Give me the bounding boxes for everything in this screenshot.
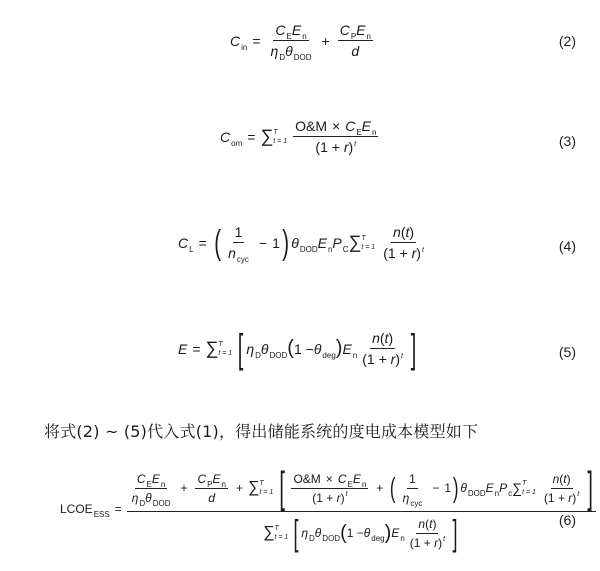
eq4-frac: $\frac{n(t)}{(1 + r)^t}$	[383, 224, 424, 261]
equation-2: $C_{in}$ = $\frac{C_EE_n}{\eta_D\theta_{DOD}}$ + $\frac{C_PE_n}{d}$	[230, 22, 371, 62]
equation-2-number: (2)	[558, 33, 576, 49]
equation-4-row	[0, 222, 600, 272]
eq3-frac: $\frac{O\&M \times C_EE_n}{(1 + r)^t}$	[295, 118, 377, 155]
equation-5-number: (5)	[558, 344, 576, 360]
equation-2-row	[0, 18, 600, 64]
equation-3-row	[0, 118, 600, 164]
eq2-frac2: $\frac{C_PE_n}{d}$	[339, 22, 371, 59]
eq2-frac1: $\frac{C_EE_n}{\eta_D\theta_{DOD}}$	[270, 22, 312, 62]
equation-4-number: (4)	[558, 238, 576, 254]
equation-3-number: (3)	[558, 133, 576, 149]
eq6-main-fraction: $\frac{C_EE_n}{\eta_D\theta_{DOD}}$ + $\frac{C_PE_n}{d}$ + ∑ T t = 1 [ $\frac{O\&M \times C_EE_n}{(1 + r)^t}$ + ( $\frac{1}{\eta_{cyc}}$ − 1 ) $\theta_{DOD}E_nP_c$ ∑ T t = 1 $\frac{n(t)}{(1 + r)^t}$ ] ∑ T t = 1 [ $\eta_D\theta_{DOD}$ ( 1 − $\theta_{deg}$ ) $E_n$ $\frac{n(t)}{(1 + r)^t}$ ]	[127, 468, 597, 550]
equation-3: $C_{om}$ = ∑ T t = 1 $\frac{O\&M \times C_EE_n}{(1 + r)^t}$	[220, 118, 377, 155]
equation-6-row	[0, 463, 600, 568]
equation-6: $LCOE_{ESS}$ = $\frac{C_EE_n}{\eta_D\theta_{DOD}}$ + $\frac{C_PE_n}{d}$ + ∑ T t = 1 [ $\frac{O\&M \times C_EE_n}{(1 + r)^t}$ + ( $\frac{1}{\eta_{cyc}}$ − 1 ) $\theta_{DOD}E_nP_c$ ∑ T t = 1 $\frac{n(t)}{(1 + r)^t}$ ] ∑ T t = 1 [ $\eta_D\theta_{DOD}$ ( 1 − $\theta_{deg}$ ) $E_n$ $\frac{n(t)}{(1 + r)^t}$ ]	[60, 468, 596, 550]
equation-5: E = ∑ T t = 1 [ $\eta_D\theta_{DOD}$ ( 1 − $\theta_{deg}$ ) $E_n$ $\frac{n(t)}{(1 + r)^t}$ ]	[178, 326, 417, 371]
equation-4: $C_L$ = ( $\frac{1}{n_{cyc}}$ − 1 ) $\theta_{DOD}E_nP_C$ ∑ T t = 1 $\frac{n(t)}{(1 + r)^t}$	[178, 223, 424, 264]
equation-6-number: (6)	[558, 512, 576, 528]
equation-5-row	[0, 328, 600, 380]
paragraph-text: 将式(2) ~ (5)代入式(1)，得出储能系统的度电成本模型如下	[44, 422, 479, 441]
eq2-lhs: $C_{in}$	[230, 32, 248, 52]
